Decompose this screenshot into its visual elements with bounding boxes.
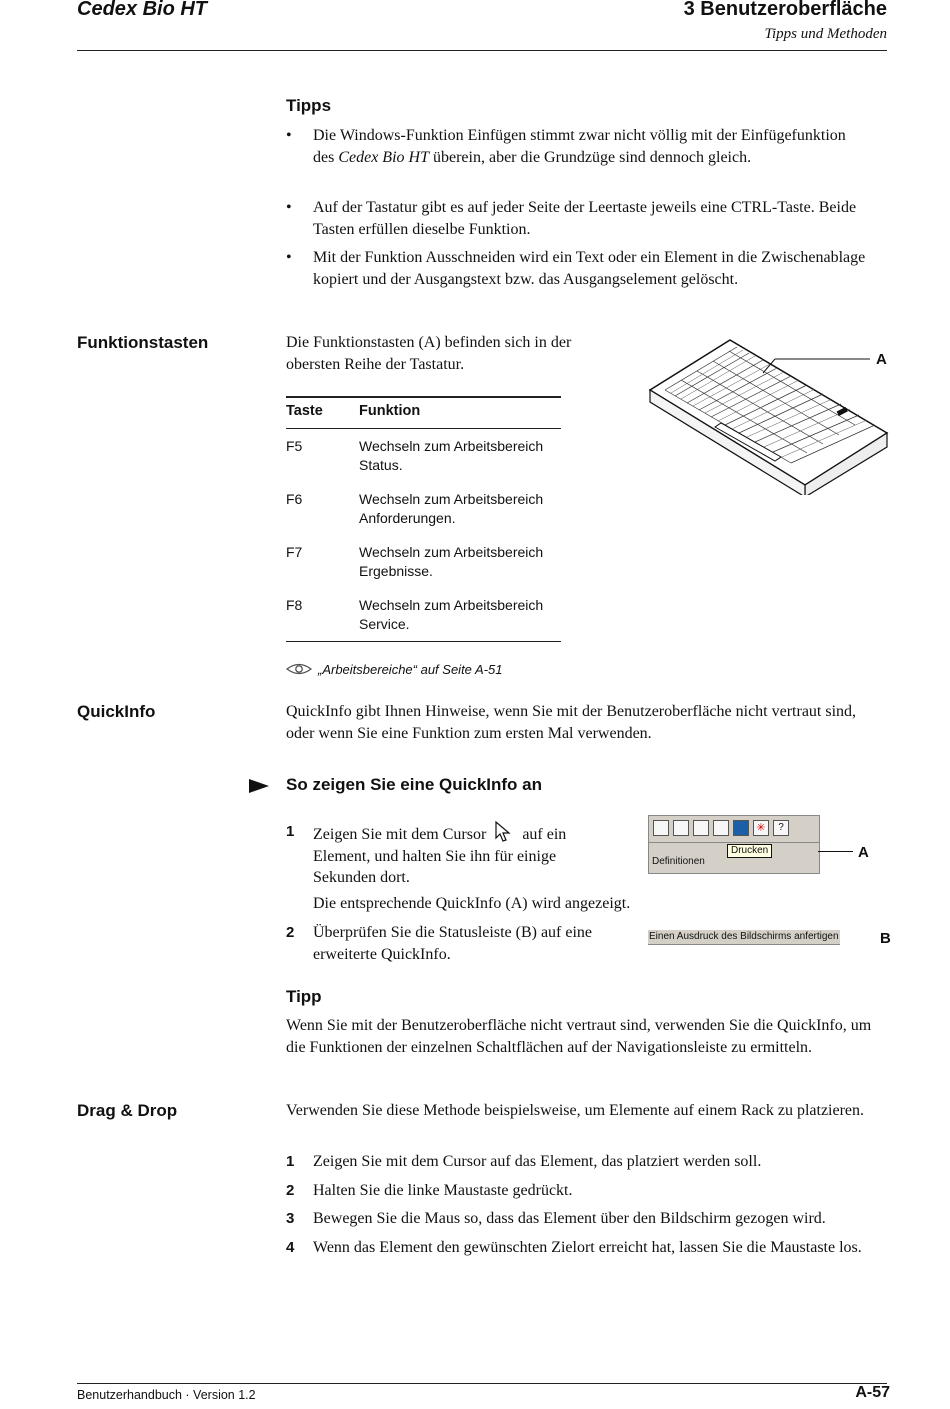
table-cell-key: F7 <box>286 544 303 560</box>
tooltip-drucken: Drucken <box>727 844 772 858</box>
bullet-dot: • <box>286 249 292 266</box>
callout-a-tooltip: A <box>858 844 869 861</box>
step-number: 3 <box>286 1210 295 1227</box>
funktionstasten-intro: Die Funktionstasten (A) befinden sich in der obersten Reihe der Tastatur. <box>286 334 572 373</box>
dragdrop-step-4: 4 Wenn das Element den gewünschten Zielort erreicht hat, lassen Sie die Maustaste los. <box>286 1237 886 1259</box>
table-header-rule <box>286 428 561 429</box>
keyboard-illustration <box>645 335 890 495</box>
table-cell-key: F5 <box>286 438 303 454</box>
toolbar-edit-icon[interactable] <box>653 820 669 836</box>
quickinfo-intro: QuickInfo gibt Ihnen Hinweise, wenn Sie mit der Benutzeroberfläche nicht vertraut sind, oder wenn Sie eine Funktion zum ersten Mal verwenden. <box>286 703 857 742</box>
statusbar-screenshot <box>648 930 840 945</box>
table-header-funktion: Funktion <box>359 403 421 419</box>
cross-reference-link[interactable]: „Arbeitsbereiche“ auf Seite A-51 <box>318 662 503 677</box>
mouse-cursor-icon <box>494 821 514 843</box>
table-cell-function: Wechseln zum Arbeitsbereich Anforderungen. <box>359 491 544 526</box>
tipps-bullet-3: • Mit der Funktion Ausschneiden wird ein Text oder ein Element in die Zwischenablage kopiert und der Ausgangstext bzw. das Ausgangselement gelöscht. <box>286 249 866 288</box>
table-header-taste: Taste <box>286 403 323 419</box>
dragdrop-step-1: 1 Zeigen Sie mit dem Cursor auf das Element, das platziert werden soll. <box>286 1151 876 1173</box>
step-number: 2 <box>286 1182 295 1199</box>
toolbar-buttons <box>653 820 789 836</box>
step-number: 2 <box>286 924 295 941</box>
footer-rule <box>77 1383 887 1384</box>
side-label-quickinfo: QuickInfo <box>77 702 156 721</box>
tipp-heading: Tipp <box>286 987 322 1006</box>
step-number: 1 <box>286 1153 295 1170</box>
table-cell-function: Wechseln zum Arbeitsbereich Status. <box>359 438 544 473</box>
dragdrop-step-2: 2 Halten Sie die linke Maustaste gedrückt. <box>286 1180 876 1202</box>
footer-manual-version: Benutzerhandbuch · Version 1.2 <box>77 1388 256 1402</box>
table-cell-function: Wechseln zum Arbeitsbereich Ergebnisse. <box>359 544 544 579</box>
header-rule <box>77 50 887 51</box>
eye-icon <box>286 662 312 676</box>
tipps-bullet-1: • Die Windows-Funktion Einfügen stimmt zwar nicht völlig mit der Einfügefunktion des Cedex Bio HT überein, aber die Grundzüge sind dennoch gleich. <box>286 127 846 166</box>
bullet-dot: • <box>286 127 292 144</box>
toolbar-label: Definitionen <box>652 856 705 867</box>
toolbar-help-icon[interactable]: ? <box>773 820 789 836</box>
toolbar-alert-icon[interactable]: ✳ <box>753 820 769 836</box>
toolbar-screenshot <box>648 815 820 874</box>
tipp-text: Wenn Sie mit der Benutzeroberfläche nicht vertraut sind, verwenden Sie die QuickInfo, um die Funktionen der einzelnen Schaltflächen auf der Navigationsleiste zu ermitteln. <box>286 1017 872 1056</box>
page-number: A-57 <box>855 1384 890 1401</box>
side-label-funktionstasten: Funktionstasten <box>77 333 209 352</box>
toolbar-book-icon[interactable] <box>673 820 689 836</box>
table-cell-function: Wechseln zum Arbeitsbereich Service. <box>359 597 544 632</box>
callout-a-keyboard: A <box>876 351 887 368</box>
table-top-rule <box>286 396 561 398</box>
bullet-dot: • <box>286 199 292 216</box>
procedure-title: So zeigen Sie eine QuickInfo an <box>286 775 543 794</box>
tipps-heading: Tipps <box>286 96 332 115</box>
quickinfo-step-1: 1 Zeigen Sie mit dem Cursor auf ein Element, und halten Sie ihn für einige Sekunden dort. <box>286 823 567 886</box>
toolbar-print-icon[interactable] <box>713 820 729 836</box>
step-number: 1 <box>286 823 295 840</box>
dragdrop-intro: Verwenden Sie diese Methode beispielsweise, um Elemente auf einem Rack zu platzieren. <box>286 1102 865 1119</box>
table-bottom-rule <box>286 641 561 642</box>
procedure-arrow-icon <box>249 779 269 793</box>
chapter-title: 3 Benutzeroberfläche <box>683 0 887 20</box>
statusbar-text: Einen Ausdruck des Bildschirms anfertigen <box>649 931 839 942</box>
table-cell-key: F8 <box>286 597 303 613</box>
callout-b-statusbar: B <box>880 930 891 947</box>
document-title: Cedex Bio HT <box>77 0 208 20</box>
toolbar-monitor-icon[interactable] <box>733 820 749 836</box>
table-cell-key: F6 <box>286 491 303 507</box>
quickinfo-step-2: 2 Überprüfen Sie die Statusleiste (B) auf eine erweiterte QuickInfo. <box>286 924 593 963</box>
quickinfo-step-1-result: Die entsprechende QuickInfo (A) wird angezeigt. <box>313 895 631 912</box>
section-title: Tipps und Methoden <box>764 26 887 42</box>
callout-line-a <box>818 851 853 852</box>
side-label-drag-drop: Drag & Drop <box>77 1101 178 1120</box>
dragdrop-step-3: 3 Bewegen Sie die Maus so, dass das Element über den Bildschirm gezogen wird. <box>286 1208 886 1230</box>
product-name-emphasis: Cedex Bio HT <box>338 148 429 166</box>
step-number: 4 <box>286 1239 295 1256</box>
toolbar-divider <box>649 842 819 843</box>
toolbar-tools-icon[interactable] <box>693 820 709 836</box>
tipps-bullet-2: • Auf der Tastatur gibt es auf jeder Seite der Leertaste jeweils eine CTRL-Taste. Beide Tasten erfüllen dieselbe Funktion. <box>286 199 857 238</box>
